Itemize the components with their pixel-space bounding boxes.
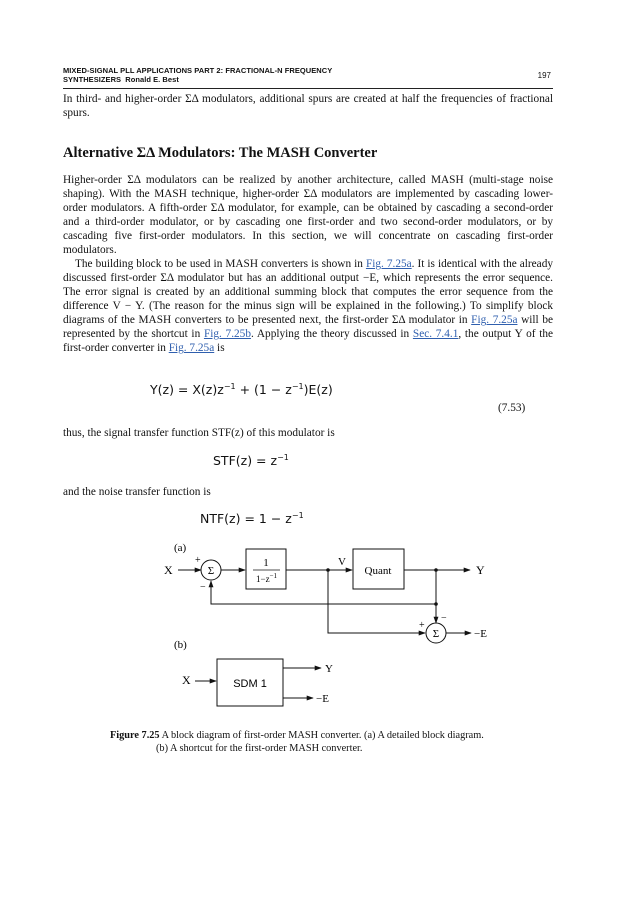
arrow-v-to-sum2: [328, 570, 425, 633]
signal-v-label: V: [338, 556, 346, 568]
eq753-lhs: Y(z) = X(z)z: [150, 382, 224, 398]
eq753-rhs: )E(z): [303, 382, 333, 398]
input-x-label: X: [164, 563, 173, 577]
para2-text-4: . Applying the theory discussed in: [250, 328, 413, 341]
label-a: (a): [174, 542, 187, 554]
label-b: (b): [174, 639, 187, 651]
figure-caption: [110, 729, 560, 755]
feedback-path: [211, 570, 436, 604]
fig-ref-7-25a-third[interactable]: Fig. 7.25a: [168, 342, 215, 355]
output-y-b-label: Y: [325, 663, 333, 675]
sdm1-label: SDM 1: [233, 678, 267, 690]
equation-number: (7.53): [498, 402, 526, 414]
integrator-den-text: 1−z: [256, 574, 270, 584]
minus-sign-2: −: [441, 613, 447, 624]
plus-sign-1: +: [195, 555, 201, 566]
para2-text-1: The building block to be used in MASH converters is shown in: [75, 258, 366, 270]
quantizer-label: Quant: [364, 565, 392, 577]
para2-text-2: . It is identical with the already discussed first-order ΣΔ modulator but has an additional output −E, which represents the error sequence. The error signal is created by an additional summing block that computes the error sequence from the difference V − Y. (The reason for the minus sign will be explained in the following.) To simplify block diagrams of the MASH converters to be presented next, the first-order ΣΔ modulator in: [63, 258, 553, 327]
input-x-b-label: X: [182, 673, 191, 687]
ntf-exp: −1: [291, 511, 304, 520]
section-heading: Alternative ΣΔ Modulators: The MASH Converter: [63, 145, 378, 161]
integrator-denominator: [256, 572, 278, 584]
integrator-den-exp: −1: [269, 572, 278, 580]
fig-ref-7-25b[interactable]: Fig. 7.25b: [203, 328, 251, 341]
stf-lhs: STF(z) = z: [213, 453, 278, 469]
sigma-1: Σ: [207, 565, 215, 577]
page-number: 197: [537, 71, 551, 80]
text-thus-stf: thus, the signal transfer function STF(z) of this modulator is: [63, 427, 335, 439]
sigma-2: Σ: [432, 628, 440, 640]
caption-line1: [110, 729, 560, 742]
caption-text-1: A block diagram of first-order MASH converter. (a) A detailed block diagram.: [159, 730, 484, 741]
output-y-label: Y: [476, 563, 485, 577]
minus-sign-1: −: [200, 582, 206, 593]
fig-ref-7-25a[interactable]: Fig. 7.25a: [365, 258, 412, 270]
fig-ref-7-25a-second[interactable]: Fig. 7.25a: [471, 314, 518, 327]
output-neg-e-b-label: −E: [316, 693, 329, 705]
ntf-lhs: NTF(z) = 1 − z: [200, 511, 292, 527]
text-and-ntf: and the noise transfer function is: [63, 486, 211, 498]
para2-text-3: will be represented by the shortcut in: [63, 314, 553, 341]
header-title-cont: SYNTHESIZERS: [63, 75, 122, 84]
caption-line2: (b) A shortcut for the first-order MASH converter.: [156, 743, 363, 754]
eq753-exp2: −1: [291, 382, 304, 391]
paragraph-mash-intro: Higher-order ΣΔ modulators can be realized by another architecture, called MASH (multi-stage noise shaping). With the MASH technique, higher-order ΣΔ modulators are implemented by cascading lower-order modulators. A fifth-order ΣΔ modulator, for example, can be obtained by cascading a second-order and a third-order modulator, or by cascading one first-order and two second-order modulators, or by cascading five first-order modulators. In this section, we will concentrate on cascading first-order modulators.: [63, 174, 553, 257]
eq753-mid: + (1 − z: [235, 382, 292, 398]
stf-exp: −1: [277, 453, 289, 462]
caption-label: Figure 7.25: [110, 730, 160, 741]
header-title-line1: MIXED-SIGNAL PLL APPLICATIONS PART 2: FRACTIONAL-N FREQUENCY: [63, 66, 333, 75]
para2-text-6: is: [214, 342, 225, 355]
integrator-numerator: 1: [263, 557, 269, 569]
plus-sign-2: +: [419, 620, 425, 631]
intro-paragraph: In third- and higher-order ΣΔ modulators, additional spurs are created at half the frequencies of fractional spurs.: [63, 93, 553, 120]
header-author: Ronald E. Best: [125, 75, 179, 84]
output-neg-e-label: −E: [474, 628, 487, 640]
eq753-exp1: −1: [223, 382, 236, 391]
para2-text-5: , the output Y of the first-order converter in: [63, 328, 553, 355]
sec-ref-7-4-1[interactable]: Sec. 7.4.1: [412, 328, 459, 341]
